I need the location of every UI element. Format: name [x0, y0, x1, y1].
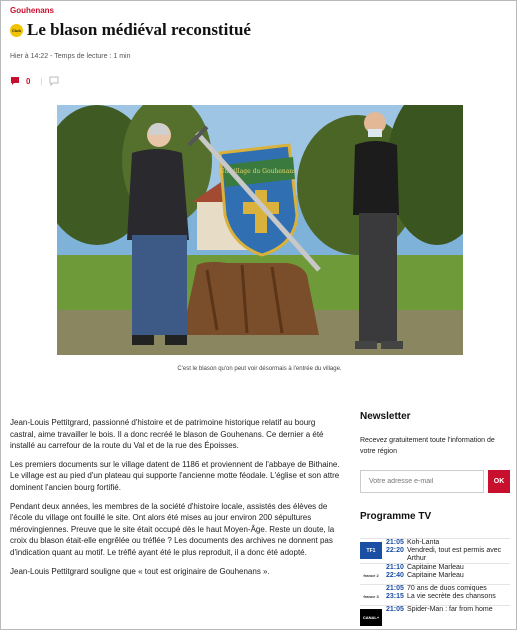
program-name: 70 ans de duos comiques [407, 585, 487, 592]
channel-logo: CANAL+ [360, 609, 382, 626]
email-field[interactable] [360, 470, 484, 493]
program-time: 21:05 [386, 585, 404, 592]
section-rubric[interactable]: Gouhenans [10, 6, 55, 15]
paragraph: Pendant deux années, les membres de la société d'histoire locale, assistés des élèves de l'école du village ont fouillé le site. Ont alors été mises au jour environ 200 sépultures mérovingiennes. Preuve que le site était occupé dès le haut Moyen-Âge. Reste un doute, la croix du blason était-elle engrêlée ou tréflée ? Les documents des archives ne donnent pas d'indication quant au motif. Le tréflé ayant été le plus reproduit, il a donc été adopté. [10, 501, 335, 557]
paragraph: Les premiers documents sur le village datent de 1186 et proviennent de l'abbaye de Bithaine. Le village est au pied d'un plateau qui supporte l'ancienne motte féodale. L'église et son attre dominent l'ancien bourg fortifié. [10, 459, 340, 492]
article-meta: Hier à 14:22 - Temps de lecture : 1 min [10, 53, 131, 60]
sidebar [360, 411, 510, 626]
tv-program[interactable] [386, 547, 510, 563]
program-name: La vie secrète des chansons [407, 593, 496, 600]
article-title: Le blason médiéval reconstitué [27, 20, 251, 39]
newsletter-title: Newsletter [360, 411, 411, 422]
headline [10, 20, 251, 40]
newsletter-form [360, 470, 510, 493]
channel-logo: france 2 [360, 567, 382, 584]
program-time: 22:20 [386, 547, 404, 554]
channel-programs [386, 585, 510, 601]
tv-channel-row[interactable] [360, 584, 510, 605]
program-name: Vendredi, tout est permis avec Arthur [407, 547, 502, 562]
photo-illustration [57, 105, 463, 355]
channel-programs [386, 564, 510, 580]
tv-program[interactable] [386, 585, 510, 593]
program-time: 21:05 [386, 606, 404, 613]
comment-bubble-icon[interactable] [49, 76, 59, 86]
paragraph: Jean-Louis Pettitgrard souligne que « tout est originaire de Gouhenans ». [10, 566, 270, 576]
program-name: Spider-Man : far from home [407, 606, 493, 613]
newsletter-ok-button[interactable]: OK [488, 470, 510, 493]
social-bar [10, 76, 59, 86]
divider: | [40, 76, 43, 86]
program-name: Koh-Lanta [407, 539, 440, 546]
program-time: 23:15 [386, 593, 404, 600]
shield-motto: Un village du Gouhenans [219, 168, 297, 175]
tv-channel-row[interactable] [360, 538, 510, 563]
comment-icon[interactable] [10, 76, 20, 86]
program-time: 21:05 [386, 539, 404, 546]
tv-channel-row[interactable] [360, 605, 510, 626]
tv-program[interactable] [386, 606, 510, 614]
newsletter-text: Recevez gratuitement toute l'information de votre région [360, 437, 495, 455]
channel-logo: france 3 [360, 588, 382, 605]
club-badge: Club [10, 24, 23, 37]
article-body [10, 417, 343, 584]
program-time: 22:40 [386, 572, 404, 579]
article-photo [57, 105, 463, 355]
tv-channel-row[interactable] [360, 563, 510, 584]
tv-list [360, 538, 510, 626]
paragraph: Jean-Louis Pettitgrard, passionné d'histoire et de patrimoine historique relatif au bourg castral, aime travailler le bois. Il a donc recréé le blason de Gouhenans. Ce dernier a été installé au carrefour de la route du Val et de la rue des Époisses. [10, 418, 324, 451]
channel-programs [386, 539, 510, 563]
image-caption: C'est le blason qu'on peut voir désormais à l'entrée du village. [177, 366, 342, 372]
channel-logo: TF1 [360, 542, 382, 559]
program-time: 21:10 [386, 564, 404, 571]
channel-programs [386, 606, 510, 614]
tv-program[interactable] [386, 572, 510, 580]
tv-title: Programme TV [360, 511, 432, 522]
comment-count[interactable]: 0 [26, 76, 31, 86]
program-name: Capitaine Marleau [407, 572, 464, 579]
tv-program[interactable] [386, 539, 510, 547]
tv-program[interactable] [386, 564, 510, 572]
tv-program[interactable] [386, 593, 510, 601]
program-name: Capitaine Marleau [407, 564, 464, 571]
